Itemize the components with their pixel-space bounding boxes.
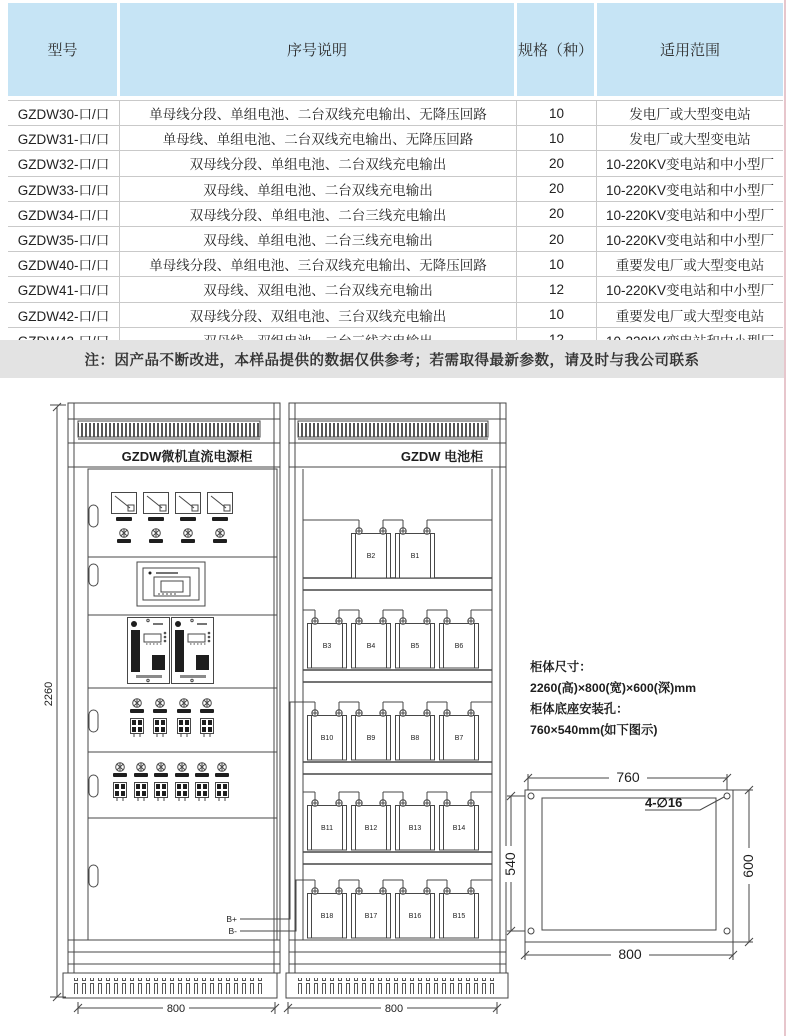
table-cell: 单母线、单组电池、二台双线充电输出、无降压回路 xyxy=(120,126,517,150)
terminal-label-negative: B- xyxy=(228,926,237,936)
note-bar: 注：因产品不断改进，本样品提供的数据仅供参考；若需取得最新参数，请及时与我公司联系 xyxy=(0,340,784,378)
table-cell: 10-220KV变电站和中小型厂 xyxy=(605,182,775,198)
battery-label: B2 xyxy=(366,553,376,560)
battery-label: B16 xyxy=(408,913,422,920)
table-cell: 20 xyxy=(517,177,597,201)
wire-positive xyxy=(240,702,303,919)
battery-label: B10 xyxy=(320,735,334,742)
table-cell: 双母线分段、双组电池、三台双线充电输出 xyxy=(120,303,517,327)
charger-modules xyxy=(128,618,214,684)
dim-cabinet-height: 2260 xyxy=(43,681,55,707)
table-row xyxy=(8,303,783,328)
table-cell: 单母线分段、单组电池、二台双线充电输出、无降压回路 xyxy=(120,101,517,125)
table-cell: 双母线分段、单组电池、二台三线充电输出 xyxy=(120,202,517,226)
battery-label: B1 xyxy=(410,553,420,560)
spec-mount-title: 柜体底座安装孔： xyxy=(530,702,629,716)
door-handle xyxy=(89,865,98,887)
breaker-icon xyxy=(201,719,214,738)
terminal-label-positive: B+ xyxy=(226,914,237,924)
breaker-icon xyxy=(216,783,229,802)
door-handle xyxy=(89,564,98,586)
indicator-lamp-icon xyxy=(177,699,191,713)
battery-shelf xyxy=(303,702,492,760)
breaker-icon xyxy=(155,783,168,802)
door-handle xyxy=(89,505,98,527)
spec-table-body xyxy=(8,100,783,353)
monitor-module xyxy=(137,562,205,606)
table-cell: GZDW34-口/口 xyxy=(8,202,120,226)
table-cell: GZDW42-口/口 xyxy=(8,303,120,327)
dim-mount-right: 600 xyxy=(740,854,756,878)
indicator-lamp-icon xyxy=(113,763,127,777)
table-row xyxy=(8,126,783,151)
table-cell: GZDW41-口/口 xyxy=(8,277,120,301)
battery-shelf xyxy=(303,880,492,938)
breaker-icon xyxy=(131,719,144,738)
table-cell: 10-220KV变电站和中小型厂 xyxy=(605,233,775,249)
table-row xyxy=(8,151,783,176)
battery-shelf xyxy=(303,520,492,578)
battery-cabinet-title: GZDW 电池柜 xyxy=(400,449,484,464)
meter-icon xyxy=(176,493,201,522)
indicator-lamp-icon xyxy=(181,529,195,543)
battery-label: B18 xyxy=(320,913,334,920)
spec-mount-value: 760×540mm(如下图示) xyxy=(530,723,658,737)
wire-negative xyxy=(240,880,303,931)
meter-icon xyxy=(208,493,233,522)
breaker-icon xyxy=(114,783,127,802)
meter-panel xyxy=(112,493,233,544)
battery-label: B7 xyxy=(454,735,464,742)
mount-hole-icon xyxy=(528,928,534,934)
spec-size-title: 柜体尺寸： xyxy=(530,660,592,674)
dim-mount-left: 540 xyxy=(502,852,518,876)
table-cell: 10 xyxy=(517,126,597,150)
battery-label: B15 xyxy=(452,913,466,920)
table-cell: 发电厂或大型变电站 xyxy=(629,132,751,148)
table-cell: GZDW40-口/口 xyxy=(8,252,120,276)
table-cell: 重要发电厂或大型变电站 xyxy=(615,308,765,324)
battery-label: B9 xyxy=(366,735,376,742)
table-cell: 10-220KV变电站和中小型厂 xyxy=(605,207,775,223)
table-cell: 重要发电厂或大型变电站 xyxy=(615,258,765,274)
door-handle xyxy=(89,775,98,797)
battery-shelf xyxy=(303,610,492,668)
breaker-icon xyxy=(178,719,191,738)
breaker-row-2 xyxy=(113,763,229,801)
indicator-lamp-icon xyxy=(134,763,148,777)
table-cell: GZDW32-口/口 xyxy=(8,151,120,175)
table-cell: 10 xyxy=(517,303,597,327)
table-cell: 发电厂或大型变电站 xyxy=(629,107,751,123)
indicator-lamp-icon xyxy=(175,763,189,777)
battery-label: B5 xyxy=(410,643,420,650)
battery-label: B14 xyxy=(452,825,466,832)
table-cell: 12 xyxy=(517,277,597,301)
indicator-lamp-icon xyxy=(154,763,168,777)
table-cell: 双母线、单组电池、二台三线充电输出 xyxy=(120,227,517,251)
dim-battery-cabinet-width: 800 xyxy=(384,1003,404,1015)
battery-label: B8 xyxy=(410,735,420,742)
table-cell: 双母线、双组电池、二台双线充电输出 xyxy=(120,277,517,301)
technical-drawing xyxy=(0,390,790,1036)
battery-shelf xyxy=(303,792,492,850)
breaker-row-1 xyxy=(130,699,214,737)
table-cell: 10-220KV变电站和中小型厂 xyxy=(605,157,775,173)
mount-hole-icon xyxy=(528,793,534,799)
battery-label: B4 xyxy=(366,643,376,650)
table-row xyxy=(8,227,783,252)
breaker-icon xyxy=(135,783,148,802)
breaker-icon xyxy=(154,719,167,738)
page-edge-line xyxy=(784,0,786,1036)
col-header-spec-count: 规格（种） xyxy=(517,3,597,96)
indicator-lamp-icon xyxy=(153,699,167,713)
cabinet-spec-text xyxy=(530,659,696,737)
dim-dc-cabinet-width: 800 xyxy=(166,1003,186,1015)
battery-cabinet-drawing xyxy=(286,403,508,998)
breaker-icon xyxy=(196,783,209,802)
battery-label: B13 xyxy=(408,825,422,832)
col-header-description: 序号说明 xyxy=(120,3,517,96)
charger-module xyxy=(128,618,170,684)
mount-hole-icon xyxy=(724,928,730,934)
battery-label: B12 xyxy=(364,825,378,832)
spec-table xyxy=(8,3,783,353)
indicator-lamp-icon xyxy=(149,529,163,543)
indicator-lamp-icon xyxy=(117,529,131,543)
table-cell: 20 xyxy=(517,151,597,175)
col-header-application: 适用范围 xyxy=(597,3,783,96)
mount-hole-icon xyxy=(724,793,730,799)
battery-label: B17 xyxy=(364,913,378,920)
indicator-lamp-icon xyxy=(195,763,209,777)
dc-cabinet-drawing xyxy=(63,403,303,998)
col-header-model: 型号 xyxy=(8,3,120,96)
spec-table-header xyxy=(8,3,783,96)
table-row xyxy=(8,177,783,202)
battery-label: B11 xyxy=(321,825,333,832)
breaker-icon xyxy=(176,783,189,802)
mount-holes-label: 4-∅16 xyxy=(645,795,683,810)
table-row xyxy=(8,202,783,227)
battery-label: B3 xyxy=(322,643,332,650)
table-cell: 10 xyxy=(517,252,597,276)
battery-label: B6 xyxy=(454,643,464,650)
spec-size-value: 2260(高)×800(宽)×600(深)mm xyxy=(530,681,697,695)
table-cell: 10 xyxy=(517,101,597,125)
table-cell: GZDW33-口/口 xyxy=(8,177,120,201)
table-row xyxy=(8,277,783,302)
table-cell: GZDW31-口/口 xyxy=(8,126,120,150)
table-cell: 10-220KV变电站和中小型厂 xyxy=(605,283,775,299)
table-cell: 双母线、单组电池、二台双线充电输出 xyxy=(120,177,517,201)
table-row xyxy=(8,252,783,277)
charger-module xyxy=(172,618,214,684)
table-cell: 双母线分段、单组电池、二台双线充电输出 xyxy=(120,151,517,175)
dim-mount-bottom: 800 xyxy=(618,946,642,962)
table-cell: GZDW35-口/口 xyxy=(8,227,120,251)
indicator-lamp-icon xyxy=(130,699,144,713)
indicator-lamp-icon xyxy=(200,699,214,713)
table-row xyxy=(8,101,783,126)
door-handle xyxy=(89,710,98,732)
dc-cabinet-title: GZDW微机直流电源柜 xyxy=(121,449,253,464)
indicator-lamp-icon xyxy=(213,529,227,543)
meter-icon xyxy=(144,493,169,522)
table-cell: GZDW30-口/口 xyxy=(8,101,120,125)
table-cell: 20 xyxy=(517,227,597,251)
table-cell: 20 xyxy=(517,202,597,226)
mounting-hole-diagram xyxy=(502,769,756,962)
indicator-lamp-icon xyxy=(215,763,229,777)
dim-mount-top: 760 xyxy=(616,769,640,785)
table-cell: 单母线分段、单组电池、三台双线充电输出、无降压回路 xyxy=(120,252,517,276)
meter-icon xyxy=(112,493,137,522)
